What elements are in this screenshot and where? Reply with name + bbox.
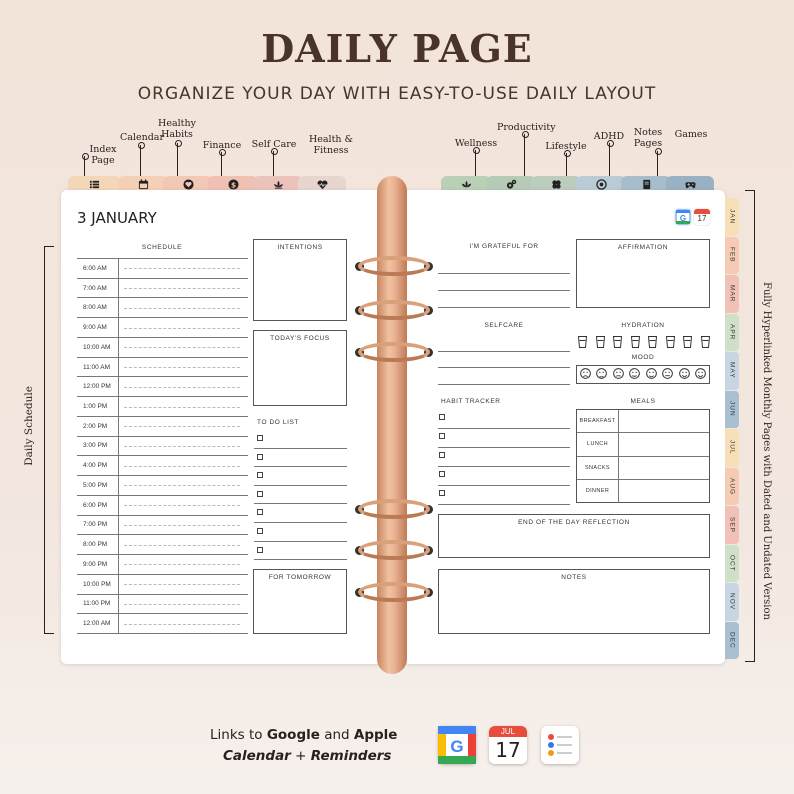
schedule-dotted-line [124, 446, 240, 447]
month-tab-label: JUL [728, 440, 736, 456]
mood-label: MOOD [631, 354, 655, 361]
month-tab-label: JUN [728, 401, 736, 418]
google-calendar-app-icon[interactable] [438, 726, 476, 764]
todo-item[interactable] [254, 486, 347, 505]
grateful-lines[interactable] [438, 256, 570, 308]
date-heading: 3 JANUARY [77, 209, 157, 227]
month-tab-feb[interactable] [725, 237, 739, 275]
month-tab-oct[interactable] [725, 545, 739, 583]
schedule-dotted-line [124, 308, 240, 309]
todo-item[interactable] [254, 449, 347, 468]
schedule-time: 3:00 PM [77, 437, 119, 456]
todo-item[interactable] [254, 542, 347, 561]
page-subtitle: ORGANIZE YOUR DAY WITH EASY-TO-USE DAILY LAYOUT [137, 84, 657, 104]
leader-line [177, 143, 178, 176]
meal-label: BREAKFAST [577, 410, 619, 432]
leader-line [566, 153, 567, 176]
leader-line [657, 151, 658, 176]
todo-checkbox[interactable] [257, 454, 263, 460]
schedule-dotted-line [124, 328, 240, 329]
selfcare-label: SELFCARE [484, 322, 524, 329]
mood-face-icon[interactable] [695, 366, 706, 384]
meal-row[interactable] [577, 433, 709, 456]
mood-face-icon[interactable] [629, 366, 640, 384]
schedule-title: SCHEDULE [141, 244, 183, 251]
hydration-label: HYDRATION [621, 322, 665, 329]
todo-checkbox[interactable] [257, 528, 263, 534]
schedule-time: 5:00 PM [77, 476, 119, 495]
apple-cal-month: JUL [489, 726, 527, 737]
grateful-line [438, 307, 570, 308]
apple-reminders-app-icon[interactable] [541, 726, 579, 764]
schedule-row[interactable] [77, 614, 248, 634]
schedule-dotted-line [124, 407, 240, 408]
gears-icon [506, 179, 517, 190]
footer-and: and [319, 727, 354, 743]
schedule-row[interactable] [77, 476, 248, 496]
daily-schedule-label: Daily Schedule [23, 386, 35, 466]
mood-tracker [576, 365, 710, 384]
month-tab-jun[interactable] [725, 391, 739, 429]
schedule-time: 1:00 PM [77, 397, 119, 416]
lotus-flower-icon [461, 179, 472, 190]
schedule-row[interactable] [77, 279, 248, 299]
schedule-row[interactable] [77, 397, 248, 417]
footer-line-2 [223, 748, 391, 764]
water-glass-icon[interactable] [701, 335, 710, 349]
google-calendar-icon [675, 209, 691, 225]
schedule-time: 10:00 PM [77, 575, 119, 594]
month-tab-label: NOV [728, 593, 736, 611]
schedule-row[interactable] [77, 456, 248, 476]
binder-ring [358, 582, 430, 602]
dollar-icon [228, 179, 239, 190]
schedule-time: 11:00 AM [77, 358, 119, 377]
schedule-row[interactable] [77, 575, 248, 595]
schedule-time: 6:00 PM [77, 496, 119, 515]
left-bracket [44, 246, 54, 634]
tab-label-index: Index Page [89, 144, 117, 166]
schedule-dotted-line [124, 387, 240, 388]
month-tabs [725, 198, 739, 660]
google-letter: G [679, 214, 687, 223]
schedule-dotted-line [124, 624, 240, 625]
grateful-line [438, 290, 570, 291]
affirmation-label: AFFIRMATION [617, 244, 669, 251]
leader-line [140, 145, 141, 176]
tab-label-self-care: Self Care [251, 139, 297, 150]
month-tab-aug[interactable] [725, 468, 739, 506]
month-tab-label: AUG [728, 477, 736, 495]
todo-checkbox[interactable] [257, 472, 263, 478]
schedule-row[interactable] [77, 535, 248, 555]
schedule-dotted-line [124, 604, 240, 605]
habit-row[interactable] [438, 429, 570, 448]
mood-face-icon[interactable] [596, 366, 607, 384]
notes-label: NOTES [561, 574, 587, 581]
for-tomorrow-label: FOR TOMORROW [268, 574, 332, 581]
meal-label: DINNER [577, 480, 619, 503]
schedule-row[interactable] [77, 595, 248, 615]
schedule-dotted-line [124, 367, 240, 368]
schedule-row[interactable] [77, 496, 248, 516]
month-tab-label: MAY [728, 362, 736, 380]
meal-row[interactable] [577, 480, 709, 503]
mood-face-icon[interactable] [679, 366, 690, 384]
footer-reminders: Reminders [310, 748, 392, 764]
habit-tracker-label: HABIT TRACKER [441, 398, 501, 405]
water-glass-icon[interactable] [578, 335, 587, 349]
footer-links-to: Links to [210, 727, 267, 743]
tab-label-lifestyle: Lifestyle [545, 141, 587, 152]
todo-item[interactable] [254, 523, 347, 542]
schedule-row[interactable] [77, 338, 248, 358]
leader-line [609, 143, 610, 176]
habit-row[interactable] [438, 467, 570, 486]
schedule-time: 6:00 AM [77, 259, 119, 278]
tab-label-health-fitness: Health & Fitness [308, 134, 354, 156]
binder-ring [358, 256, 430, 276]
footer-calendar: Calendar [223, 748, 291, 764]
schedule-row[interactable] [77, 516, 248, 536]
month-tab-label: JAN [728, 209, 736, 225]
reflection-label: END OF THE DAY REFLECTION [518, 519, 630, 526]
meals-label: MEALS [630, 398, 656, 405]
schedule-time: 12:00 PM [77, 377, 119, 396]
todo-checkbox[interactable] [257, 435, 263, 441]
meal-row[interactable] [577, 457, 709, 480]
list-icon [89, 179, 100, 190]
month-tab-label: FEB [728, 247, 736, 264]
todo-checkbox[interactable] [257, 547, 263, 553]
selfcare-line [438, 384, 570, 385]
schedule-row[interactable] [77, 298, 248, 318]
water-glass-icon[interactable] [683, 335, 692, 349]
todo-item[interactable] [254, 467, 347, 486]
schedule-dotted-line [124, 545, 240, 546]
schedule-dotted-line [124, 268, 240, 269]
habit-row[interactable] [438, 448, 570, 467]
svg-text:$: $ [230, 179, 236, 189]
todo-item[interactable] [254, 430, 347, 449]
notebook-icon [641, 179, 652, 190]
habit-row[interactable] [438, 410, 570, 429]
leader-line [84, 156, 85, 176]
month-tab-label: SEP [728, 516, 736, 533]
page-title: DAILY PAGE [261, 26, 533, 71]
month-tab-label: MAR [728, 285, 736, 303]
schedule-dotted-line [124, 485, 240, 486]
schedule-dotted-line [124, 525, 240, 526]
gamepad-icon [685, 179, 696, 190]
google-letter-large: G [450, 737, 464, 756]
affirmation-box[interactable] [576, 239, 710, 308]
todo-list [254, 430, 347, 562]
apple-cal-day-small: 17 [697, 214, 707, 223]
todo-item[interactable] [254, 504, 347, 523]
grateful-line [438, 273, 570, 274]
tab-label-healthy-habits: Healthy Habits [158, 118, 196, 140]
schedule-row[interactable] [77, 358, 248, 378]
schedule-time: 12:00 AM [77, 614, 119, 633]
water-glass-icon[interactable] [648, 335, 657, 349]
tab-label-productivity: Productivity [497, 122, 556, 133]
schedule-time: 9:00 AM [77, 318, 119, 337]
meals-table [576, 409, 710, 503]
google-calendar-logo-icon [438, 726, 476, 764]
binder-ring [358, 499, 430, 519]
selfcare-lines[interactable] [438, 334, 570, 384]
heartbeat-icon [317, 179, 328, 190]
month-tab-label: DEC [728, 631, 736, 649]
intentions-box[interactable] [253, 239, 347, 321]
selfcare-line [438, 367, 570, 368]
todays-focus-label: TODAY'S FOCUS [270, 335, 330, 342]
footer-apple: Apple [353, 727, 398, 743]
schedule-time: 2:00 PM [77, 417, 119, 436]
tab-label-calendar: Calendar [120, 132, 164, 143]
meal-label: LUNCH [577, 433, 619, 455]
calendar-icon [138, 179, 149, 190]
schedule-dotted-line [124, 347, 240, 348]
todo-checkbox[interactable] [257, 491, 263, 497]
habit-row[interactable] [438, 486, 570, 505]
leader-line [273, 151, 274, 176]
mood-face-icon[interactable] [613, 366, 624, 384]
schedule-time: 8:00 PM [77, 535, 119, 554]
notes-box[interactable] [438, 569, 710, 634]
schedule-row[interactable] [77, 417, 248, 437]
month-tab-label: APR [728, 324, 736, 341]
apple-cal-day: 17 [495, 738, 521, 762]
apple-calendar-app-icon[interactable] [489, 726, 527, 764]
todo-list-label: TO DO LIST [257, 419, 299, 426]
tab-label-adhd: ADHD [593, 131, 625, 142]
month-tab-apr[interactable] [725, 314, 739, 352]
schedule-dotted-line [124, 466, 240, 467]
tab-label-games: Games [674, 129, 708, 140]
schedule-dotted-line [124, 426, 240, 427]
schedule-row[interactable] [77, 377, 248, 397]
binder-rings [350, 250, 440, 630]
tab-label-finance: Finance [202, 140, 242, 151]
habit-tracker [438, 410, 570, 505]
intentions-label: INTENTIONS [277, 244, 323, 251]
schedule-row[interactable] [77, 437, 248, 457]
month-tab-nov[interactable] [725, 583, 739, 621]
month-tab-label: OCT [728, 554, 736, 572]
schedule-table [77, 259, 248, 634]
mood-face-icon[interactable] [646, 366, 657, 384]
leader-line [524, 134, 525, 176]
schedule-time: 8:00 AM [77, 298, 119, 317]
selfcare-line [438, 351, 570, 352]
month-tab-jan[interactable] [725, 198, 739, 236]
schedule-row[interactable] [77, 555, 248, 575]
water-glass-icon[interactable] [613, 335, 622, 349]
mood-face-icon[interactable] [580, 366, 591, 384]
binder-ring [358, 540, 430, 560]
schedule-row[interactable] [77, 318, 248, 338]
todays-focus-box[interactable] [253, 330, 347, 406]
schedule-time: 10:00 AM [77, 338, 119, 357]
month-tab-dec[interactable] [725, 622, 739, 660]
schedule-dotted-line [124, 288, 240, 289]
leader-line [475, 150, 476, 176]
apple-calendar-link-icon[interactable] [694, 209, 710, 225]
hyperlinked-pages-label: Fully Hyperlinked Monthly Pages with Dated and Undated Version [761, 282, 772, 620]
water-glass-icon[interactable] [666, 335, 675, 349]
schedule-time: 11:00 PM [77, 595, 119, 614]
right-bracket [745, 190, 755, 662]
leader-line [221, 152, 222, 176]
binder-ring [358, 300, 430, 320]
meal-row[interactable] [577, 410, 709, 433]
schedule-row[interactable] [77, 259, 248, 279]
footer-line-1 [210, 727, 397, 743]
mood-face-icon[interactable] [662, 366, 673, 384]
water-glass-icon[interactable] [631, 335, 640, 349]
reflection-box[interactable] [438, 514, 710, 558]
todo-checkbox[interactable] [257, 509, 263, 515]
leaves-icon [551, 179, 562, 190]
month-tab-mar[interactable] [725, 275, 739, 313]
schedule-dotted-line [124, 505, 240, 506]
google-calendar-link-icon[interactable] [675, 209, 691, 225]
meal-label: SNACKS [577, 457, 619, 479]
lotus-icon [273, 179, 284, 190]
schedule-time: 4:00 PM [77, 456, 119, 475]
footer-google: Google [266, 727, 320, 743]
grateful-label: I'M GRATEFUL FOR [469, 243, 539, 250]
schedule-time: 7:00 AM [77, 279, 119, 298]
for-tomorrow-box[interactable] [253, 569, 347, 634]
reminders-icon [541, 726, 579, 764]
schedule-time: 9:00 PM [77, 555, 119, 574]
water-glass-icon[interactable] [596, 335, 605, 349]
tab-label-notes-pages: Notes Pages [633, 127, 663, 149]
schedule-time: 7:00 PM [77, 516, 119, 535]
schedule-dotted-line [124, 564, 240, 565]
month-tab-may[interactable] [725, 352, 739, 390]
footer-plus: + [290, 748, 311, 764]
brain-icon [596, 179, 607, 190]
hydration-tracker [578, 335, 710, 349]
tab-label-wellness: Wellness [454, 138, 498, 149]
binder-ring [358, 342, 430, 362]
month-tab-sep[interactable] [725, 506, 739, 544]
schedule-dotted-line [124, 584, 240, 585]
month-tab-jul[interactable] [725, 429, 739, 467]
heart-icon [183, 179, 194, 190]
